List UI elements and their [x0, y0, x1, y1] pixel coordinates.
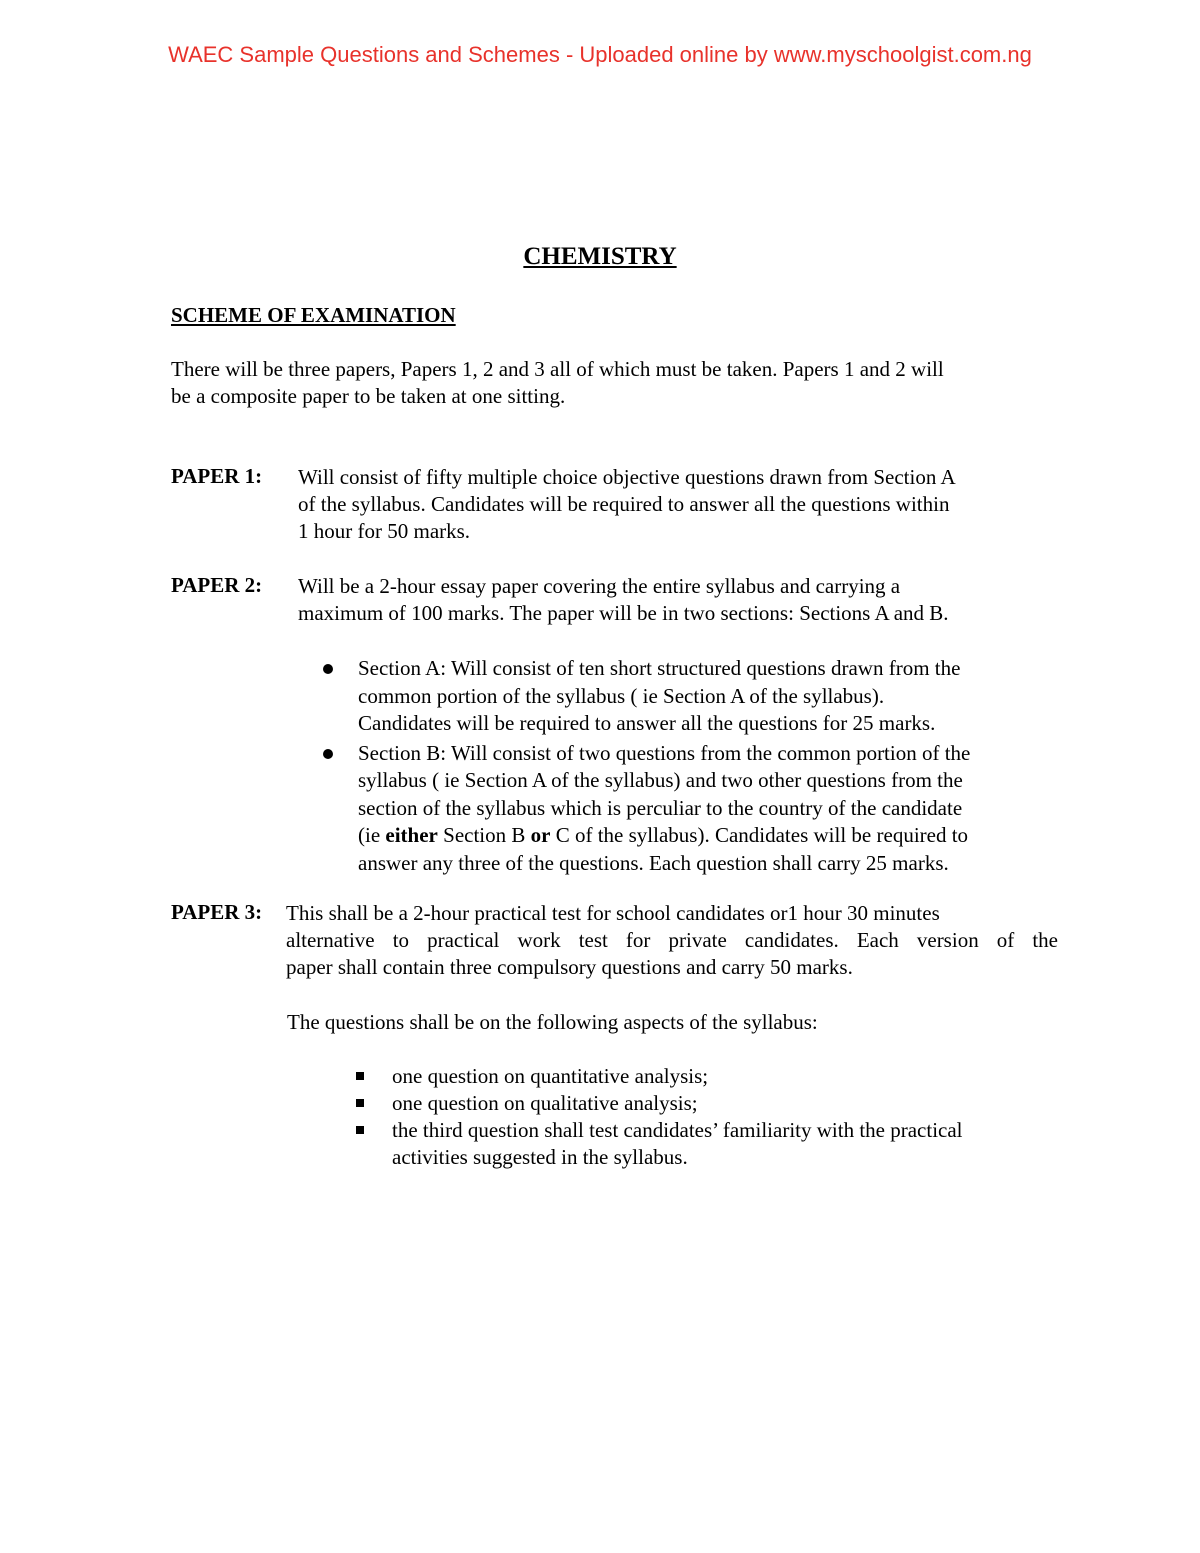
- section-b-text: Section B: [437, 823, 531, 847]
- aspects-intro-line: The questions shall be on the following aspects of the syllabus:: [287, 1010, 818, 1034]
- intro-line: There will be three papers, Papers 1, 2 and 3 all of which must be taken. Papers 1 and 2 will: [171, 357, 944, 381]
- paper3-label: PAPER 3:: [171, 900, 263, 924]
- section-heading: SCHEME OF EXAMINATION: [171, 303, 456, 327]
- section-b-line: answer any three of the questions. Each question shall carry 25 marks.: [358, 850, 949, 875]
- paper1-line: of the syllabus. Candidates will be required to answer all the questions within: [298, 492, 950, 516]
- paper2-description: [298, 573, 1058, 627]
- aspect-line: the third question shall test candidates’ familiarity with the practical: [392, 1118, 963, 1142]
- paper3-description: [286, 900, 1058, 981]
- bullet-square-icon: [356, 1072, 364, 1080]
- emphasis-or: or: [530, 823, 551, 847]
- page-title: CHEMISTRY: [523, 243, 677, 270]
- paper2-line: maximum of 100 marks. The paper will be in two sections: Sections A and B.: [298, 601, 949, 625]
- bullet-square-icon: [356, 1099, 364, 1107]
- paper2-line: Will be a 2-hour essay paper covering the entire syllabus and carrying a: [298, 574, 901, 598]
- paper2-sections-list: [358, 655, 1058, 877]
- paper3-line: alternative to practical work test for private candidates. Each version of the: [286, 928, 1058, 952]
- paper2-label: PAPER 2:: [171, 573, 263, 597]
- header-banner: WAEC Sample Questions and Schemes - Uploaded online by www.myschoolgist.com.ng: [168, 42, 1032, 67]
- intro-line: be a composite paper to be taken at one sitting.: [171, 384, 566, 408]
- aspect-line: one question on qualitative analysis;: [392, 1091, 698, 1115]
- paper1-line: 1 hour for 50 marks.: [298, 519, 471, 543]
- paper3-aspects-list: [392, 1063, 1058, 1171]
- bullet-dot-icon: [323, 749, 333, 759]
- bullet-square-icon: [356, 1126, 364, 1134]
- section-b-line: Section B: Will consist of two questions from the common portion of the: [358, 740, 971, 765]
- paper1-line: Will consist of fifty multiple choice objective questions drawn from Section A: [298, 465, 956, 489]
- aspect-line: activities suggested in the syllabus.: [392, 1145, 688, 1169]
- aspect-line: one question on quantitative analysis;: [392, 1064, 709, 1088]
- section-b-text: (ie: [358, 823, 386, 847]
- list-item-section-b: [358, 740, 1058, 878]
- section-b-line: [358, 822, 1058, 850]
- paper3-line: paper shall contain three compulsory questions and carry 50 marks.: [286, 955, 853, 979]
- paper1-description: [298, 464, 1058, 545]
- section-a-line: Section A: Will consist of ten short structured questions drawn from the: [358, 656, 961, 680]
- paper3-line: This shall be a 2-hour practical test for school candidates or1 hour 30 minutes: [286, 901, 940, 925]
- section-b-line: section of the syllabus which is perculiar to the country of the candidate: [358, 795, 963, 820]
- list-item-aspect: [392, 1090, 1058, 1117]
- section-b-text: C of the syllabus). Candidates will be required to: [550, 823, 969, 847]
- section-a-line: Candidates will be required to answer all the questions for 25 marks.: [358, 711, 936, 735]
- list-item-aspect: [392, 1117, 1058, 1171]
- intro-paragraph: [171, 356, 1071, 410]
- emphasis-either: either: [385, 823, 438, 847]
- list-item-aspect: [392, 1063, 1058, 1090]
- bullet-dot-icon: [323, 664, 333, 674]
- section-a-line: common portion of the syllabus ( ie Section A of the syllabus).: [358, 683, 885, 708]
- section-b-line: syllabus ( ie Section A of the syllabus) and two other questions from the: [358, 768, 963, 792]
- paper1-label: PAPER 1:: [171, 464, 263, 488]
- list-item-section-a: [358, 655, 1058, 738]
- paper3-aspects-intro: [287, 1009, 1059, 1036]
